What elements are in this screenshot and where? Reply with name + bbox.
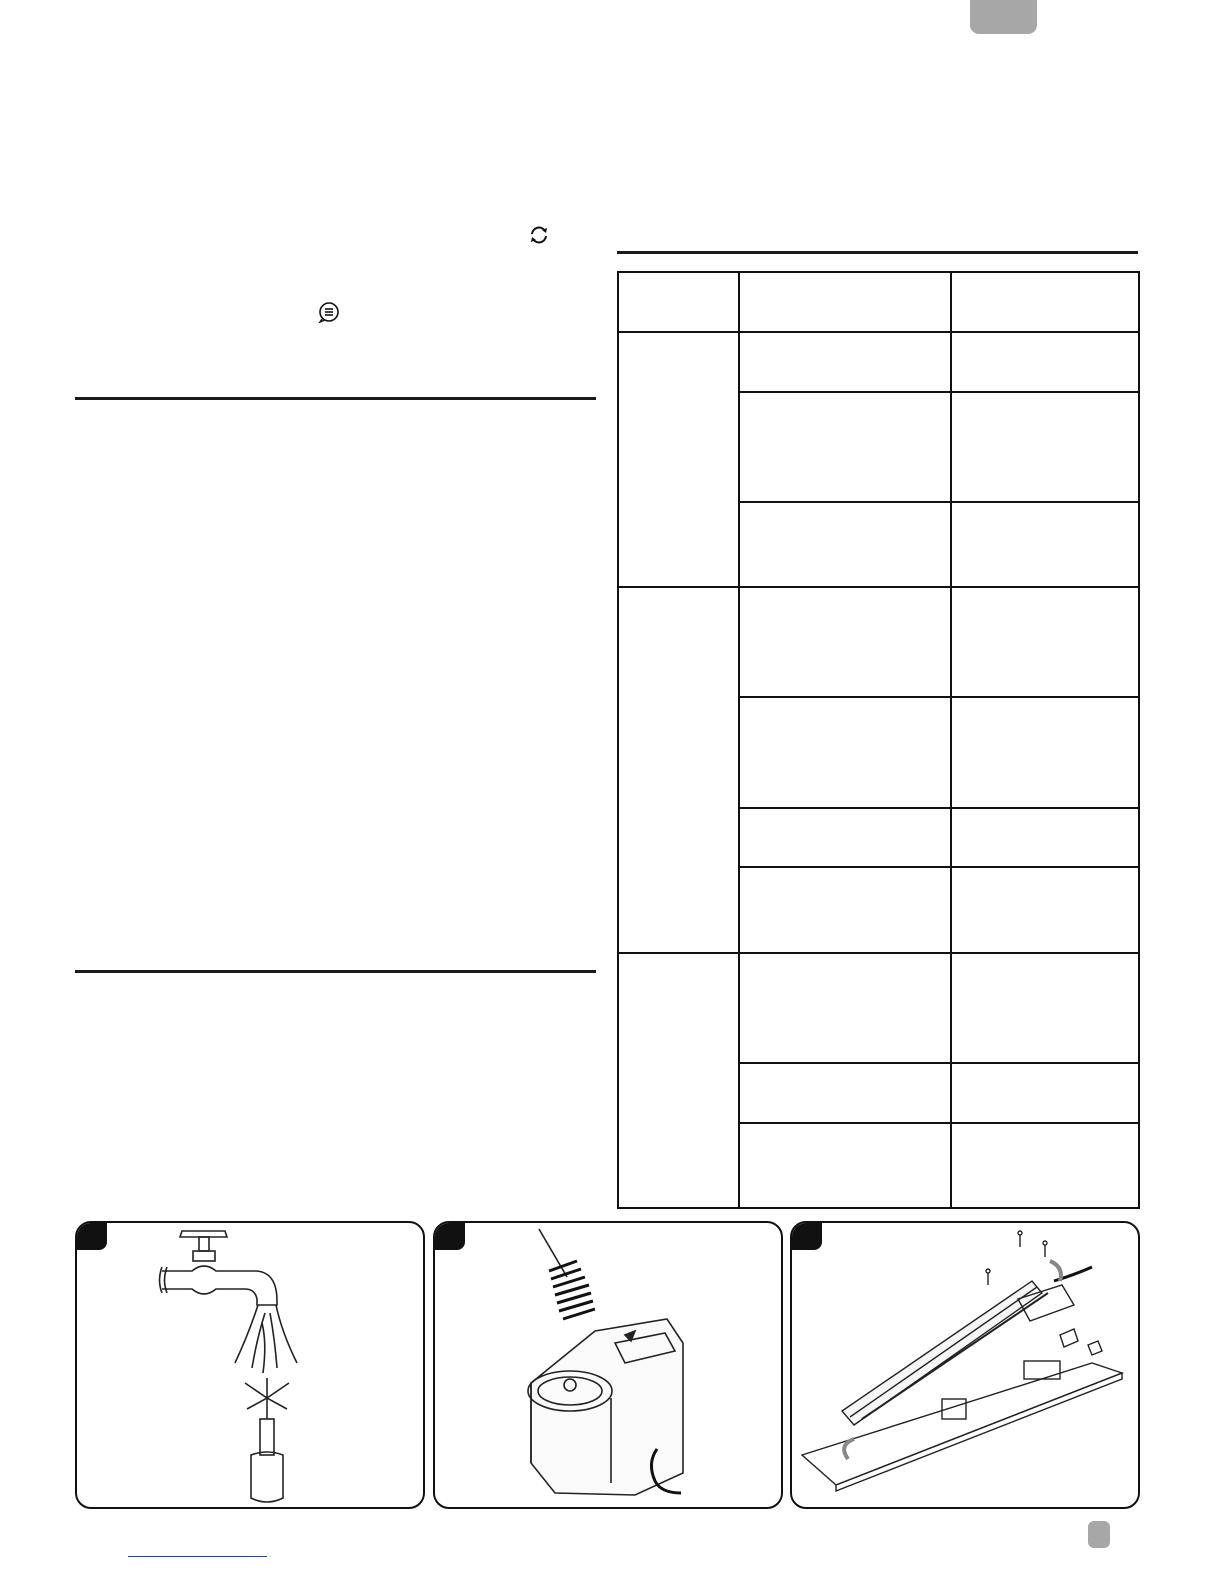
faucet-rinsing-impeller-illustration bbox=[77, 1223, 423, 1507]
chapter-tab-marker bbox=[970, 0, 1037, 34]
footer-link[interactable] bbox=[128, 1556, 267, 1557]
figure-panel-3 bbox=[790, 1221, 1140, 1509]
section-divider-2 bbox=[75, 970, 596, 973]
lamp-assembly-removal-illustration bbox=[792, 1223, 1138, 1507]
table-cell bbox=[739, 392, 951, 502]
page-number-badge bbox=[1088, 1521, 1110, 1548]
table-row bbox=[618, 587, 1139, 697]
table-cell bbox=[739, 502, 951, 587]
table-cell bbox=[951, 867, 1139, 953]
brush-cleaning-unit-illustration bbox=[435, 1223, 781, 1507]
section-divider-1 bbox=[75, 397, 596, 400]
table-cell bbox=[739, 587, 951, 697]
table-cell bbox=[739, 867, 951, 953]
table-heading-rule bbox=[617, 251, 1138, 254]
table-group-label bbox=[618, 332, 739, 587]
table-cell bbox=[951, 1123, 1139, 1208]
table-group-label bbox=[618, 587, 739, 953]
table-cell bbox=[739, 1063, 951, 1123]
table-row bbox=[618, 953, 1139, 1063]
table-header-cell bbox=[618, 272, 739, 332]
table-cell bbox=[951, 1063, 1139, 1123]
table-cell bbox=[951, 392, 1139, 502]
menu-list-icon bbox=[317, 300, 341, 324]
table-cell bbox=[951, 953, 1139, 1063]
table-row bbox=[618, 332, 1139, 392]
table-cell bbox=[951, 502, 1139, 587]
table-header-row bbox=[618, 272, 1139, 332]
figure-panel-2 bbox=[433, 1221, 783, 1509]
table-cell bbox=[951, 332, 1139, 392]
table-cell bbox=[739, 808, 951, 867]
table-header-cell bbox=[739, 272, 951, 332]
table-cell bbox=[951, 808, 1139, 867]
refresh-cycle-icon bbox=[527, 223, 551, 247]
table-group-label bbox=[618, 953, 739, 1208]
table-cell bbox=[739, 1123, 951, 1208]
table-cell bbox=[739, 697, 951, 808]
table-cell bbox=[739, 953, 951, 1063]
table-cell bbox=[951, 697, 1139, 808]
table-cell bbox=[739, 332, 951, 392]
table-header-cell bbox=[951, 272, 1139, 332]
table-cell bbox=[951, 587, 1139, 697]
troubleshooting-table bbox=[617, 271, 1140, 1209]
figure-panel-1 bbox=[75, 1221, 425, 1509]
